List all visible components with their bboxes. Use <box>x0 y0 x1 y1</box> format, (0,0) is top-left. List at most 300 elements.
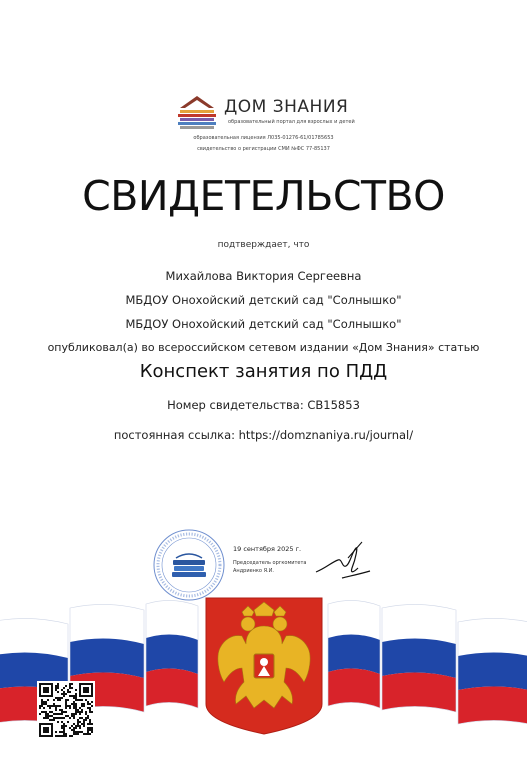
qr-module <box>49 683 51 685</box>
qr-module <box>61 721 63 723</box>
qr-module <box>61 731 63 733</box>
qr-module <box>47 689 49 691</box>
qr-module <box>75 731 77 733</box>
flag-stripe <box>458 686 527 726</box>
qr-module <box>51 731 53 733</box>
qr-module <box>77 711 79 713</box>
flag-stripe <box>328 668 380 708</box>
qr-module <box>85 689 87 691</box>
qr-module <box>43 683 45 685</box>
qr-module <box>75 707 77 709</box>
qr-module <box>79 695 81 697</box>
qr-module <box>43 695 45 697</box>
qr-module <box>87 689 89 691</box>
qr-module <box>47 699 49 701</box>
qr-module <box>81 683 83 685</box>
qr-module <box>61 727 63 729</box>
qr-module <box>51 685 53 687</box>
qr-module <box>75 695 77 697</box>
qr-module <box>89 721 91 723</box>
qr-module <box>91 687 93 689</box>
qr-module <box>75 733 77 735</box>
qr-module <box>65 701 67 703</box>
qr-module <box>63 725 65 727</box>
qr-module <box>83 705 85 707</box>
qr-module <box>55 685 57 687</box>
qr-module <box>63 691 65 693</box>
qr-module <box>85 711 87 713</box>
qr-module <box>63 729 65 731</box>
qr-module <box>73 715 75 717</box>
qr-module <box>65 685 67 687</box>
qr-module <box>69 717 71 719</box>
qr-module <box>51 705 53 707</box>
qr-module <box>71 695 73 697</box>
qr-module <box>55 689 57 691</box>
qr-module <box>39 727 41 729</box>
qr-module <box>77 719 79 721</box>
qr-module <box>59 717 61 719</box>
qr-module <box>39 735 41 737</box>
organization-line-1: МБДОУ Онохойский детский сад "Солнышко" <box>125 293 402 307</box>
qr-module <box>49 711 51 713</box>
qr-module <box>43 731 45 733</box>
qr-module <box>43 687 45 689</box>
flag-stripe <box>328 600 380 640</box>
qr-module <box>73 713 75 715</box>
qr-module <box>69 683 71 685</box>
qr-module <box>57 685 59 687</box>
qr-module <box>59 709 61 711</box>
qr-module <box>75 713 77 715</box>
qr-module <box>75 705 77 707</box>
qr-module <box>71 683 73 685</box>
qr-module <box>69 707 71 709</box>
qr-module <box>47 683 49 685</box>
qr-module <box>39 705 41 707</box>
qr-module <box>67 699 69 701</box>
qr-module <box>51 691 53 693</box>
qr-module <box>87 729 89 731</box>
qr-module <box>71 703 73 705</box>
qr-module <box>65 705 67 707</box>
qr-module <box>45 701 47 703</box>
qr-module <box>87 723 89 725</box>
signatory-role: Председатель оргкомитета <box>233 560 307 566</box>
qr-module <box>39 729 41 731</box>
qr-module <box>77 731 79 733</box>
qr-module <box>79 711 81 713</box>
flag-stripe <box>0 618 68 658</box>
qr-module <box>49 705 51 707</box>
qr-module <box>89 683 91 685</box>
qr-module <box>41 703 43 705</box>
qr-module <box>77 699 79 701</box>
qr-module <box>79 685 81 687</box>
qr-module <box>83 725 85 727</box>
flag-stripe <box>328 634 380 674</box>
qr-module <box>89 703 91 705</box>
qr-module <box>41 705 43 707</box>
qr-module <box>57 717 59 719</box>
qr-module <box>85 713 87 715</box>
qr-module <box>69 691 71 693</box>
qr-module <box>75 689 77 691</box>
qr-module <box>45 711 47 713</box>
qr-module <box>51 687 53 689</box>
qr-module <box>53 699 55 701</box>
qr-module <box>57 697 59 699</box>
qr-module <box>51 727 53 729</box>
qr-module <box>63 693 65 695</box>
qr-module <box>47 713 49 715</box>
qr-module <box>85 733 87 735</box>
qr-module <box>77 733 79 735</box>
qr-module <box>85 719 87 721</box>
qr-module <box>51 711 53 713</box>
qr-module <box>45 735 47 737</box>
qr-module <box>65 711 67 713</box>
qr-module <box>57 687 59 689</box>
qr-module <box>69 687 71 689</box>
qr-module <box>79 693 81 695</box>
qr-module <box>89 733 91 735</box>
qr-module <box>71 715 73 717</box>
qr-module <box>91 711 93 713</box>
flag-stripe <box>70 604 144 644</box>
qr-module <box>63 727 65 729</box>
qr-module <box>49 723 51 725</box>
qr-module <box>57 683 59 685</box>
qr-module <box>59 697 61 699</box>
qr-module <box>73 727 75 729</box>
qr-module <box>43 723 45 725</box>
qr-module <box>77 723 79 725</box>
qr-module <box>51 683 53 685</box>
qr-module <box>77 725 79 727</box>
qr-module <box>39 707 41 709</box>
qr-module <box>83 695 85 697</box>
qr-module <box>65 703 67 705</box>
qr-module <box>53 713 55 715</box>
double-headed-eagle-icon <box>202 596 326 736</box>
flag-stripe <box>382 604 456 644</box>
qr-module <box>75 725 77 727</box>
qr-module <box>55 697 57 699</box>
qr-module <box>61 709 63 711</box>
qr-module <box>55 713 57 715</box>
qr-module <box>41 711 43 713</box>
qr-module <box>73 723 75 725</box>
license-line: образовательная лицензия Л035-01276-61/01785653 <box>193 135 334 141</box>
qr-module <box>61 693 63 695</box>
qr-module <box>87 715 89 717</box>
qr-module <box>45 715 47 717</box>
qr-module <box>47 691 49 693</box>
qr-module <box>73 705 75 707</box>
qr-module <box>51 689 53 691</box>
qr-module <box>73 701 75 703</box>
qr-module <box>79 721 81 723</box>
qr-module <box>89 707 91 709</box>
qr-module <box>63 733 65 735</box>
certificate-title: СВИДЕТЕЛЬСТВО <box>82 172 445 220</box>
qr-module <box>89 723 91 725</box>
qr-module <box>71 713 73 715</box>
qr-module <box>45 717 47 719</box>
qr-module <box>41 683 43 685</box>
qr-module <box>51 723 53 725</box>
qr-module <box>69 705 71 707</box>
qr-module <box>71 725 73 727</box>
qr-module <box>43 703 45 705</box>
qr-module <box>69 727 71 729</box>
qr-module <box>39 695 41 697</box>
organization-line-2: МБДОУ Онохойский детский сад "Солнышко" <box>125 317 402 331</box>
qr-module <box>63 711 65 713</box>
qr-module <box>75 727 77 729</box>
registration-line: свидетельство о регистрации СМИ №ФС 77-85137 <box>197 146 330 152</box>
qr-module <box>85 683 87 685</box>
qr-module <box>53 717 55 719</box>
qr-module <box>51 733 53 735</box>
qr-module <box>89 729 91 731</box>
qr-module <box>73 707 75 709</box>
qr-module <box>81 699 83 701</box>
qr-module <box>47 723 49 725</box>
qr-module <box>41 735 43 737</box>
qr-module <box>85 687 87 689</box>
qr-module <box>67 715 69 717</box>
signature-icon <box>312 538 372 586</box>
qr-module <box>75 711 77 713</box>
qr-module <box>67 691 69 693</box>
qr-module <box>65 707 67 709</box>
qr-module <box>83 719 85 721</box>
qr-module <box>65 735 67 737</box>
qr-module <box>79 727 81 729</box>
qr-module <box>67 721 69 723</box>
qr-module <box>69 695 71 697</box>
qr-module <box>51 729 53 731</box>
qr-module <box>59 705 61 707</box>
qr-module <box>73 729 75 731</box>
qr-module <box>63 695 65 697</box>
qr-module <box>87 731 89 733</box>
qr-module <box>63 723 65 725</box>
brand-tagline: образовательный портал для взрослых и детей <box>228 119 355 125</box>
qr-module <box>83 683 85 685</box>
qr-module <box>61 735 63 737</box>
flag-stripe <box>70 638 144 678</box>
qr-module <box>53 705 55 707</box>
qr-module <box>87 707 89 709</box>
qr-module <box>63 735 65 737</box>
qr-module <box>39 723 41 725</box>
qr-module <box>87 701 89 703</box>
signatory-name: Андриенко Я.И. <box>233 568 274 574</box>
qr-module <box>85 699 87 701</box>
qr-module <box>91 729 93 731</box>
qr-module <box>43 689 45 691</box>
qr-module <box>81 723 83 725</box>
signature-date: 19 сентября 2025 г. <box>233 545 302 553</box>
qr-module <box>49 715 51 717</box>
qr-module <box>91 727 93 729</box>
qr-module <box>81 703 83 705</box>
flag-stripe <box>382 638 456 678</box>
qr-module <box>73 733 75 735</box>
flag-stripe <box>458 652 527 692</box>
qr-module <box>79 725 81 727</box>
qr-module <box>87 691 89 693</box>
article-title: Конспект занятия по ПДД <box>139 361 388 382</box>
qr-module <box>91 695 93 697</box>
qr-module <box>71 735 73 737</box>
qr-module <box>51 715 53 717</box>
qr-code-icon <box>37 681 95 739</box>
qr-module <box>91 731 93 733</box>
qr-module <box>51 693 53 695</box>
qr-module <box>73 717 75 719</box>
qr-module <box>79 707 81 709</box>
qr-module <box>47 729 49 731</box>
qr-module <box>83 691 85 693</box>
qr-module <box>87 695 89 697</box>
qr-module <box>79 713 81 715</box>
qr-module <box>63 687 65 689</box>
qr-module <box>41 723 43 725</box>
qr-module <box>47 731 49 733</box>
flag-stripe <box>458 618 527 658</box>
qr-module <box>43 707 45 709</box>
flag-stripe <box>146 634 198 674</box>
qr-module <box>45 687 47 689</box>
qr-module <box>67 705 69 707</box>
flag-stripe <box>146 600 198 640</box>
logo-house-book-icon <box>176 94 218 130</box>
qr-module <box>39 683 41 685</box>
qr-module <box>91 685 93 687</box>
qr-module <box>51 719 53 721</box>
qr-module <box>47 727 49 729</box>
qr-module <box>65 699 67 701</box>
qr-module <box>69 735 71 737</box>
qr-module <box>73 697 75 699</box>
qr-module <box>81 711 83 713</box>
qr-module <box>47 715 49 717</box>
qr-module <box>45 689 47 691</box>
qr-module <box>39 731 41 733</box>
qr-module <box>51 725 53 727</box>
qr-module <box>71 729 73 731</box>
qr-module <box>61 711 63 713</box>
qr-module <box>47 687 49 689</box>
qr-module <box>91 701 93 703</box>
qr-module <box>47 705 49 707</box>
qr-module <box>91 683 93 685</box>
confirms-text: подтверждает, что <box>217 240 310 250</box>
qr-module <box>45 729 47 731</box>
qr-module <box>87 727 89 729</box>
qr-module <box>89 727 91 729</box>
qr-module <box>41 699 43 701</box>
qr-module <box>79 683 81 685</box>
qr-module <box>81 731 83 733</box>
qr-module <box>43 727 45 729</box>
qr-module <box>49 707 51 709</box>
qr-module <box>45 727 47 729</box>
qr-module <box>61 717 63 719</box>
qr-module <box>57 721 59 723</box>
qr-module <box>65 715 67 717</box>
qr-module <box>81 705 83 707</box>
brand-name: ДОМ ЗНАНИЯ <box>224 97 349 117</box>
qr-module <box>79 689 81 691</box>
published-statement: опубликовал(а) во всероссийском сетевом издании «Дом Знания» статью <box>47 341 480 354</box>
qr-module <box>43 729 45 731</box>
qr-module <box>77 709 79 711</box>
qr-module <box>51 735 53 737</box>
qr-module <box>55 735 57 737</box>
qr-module <box>39 685 41 687</box>
qr-module <box>43 735 45 737</box>
qr-module <box>61 725 63 727</box>
qr-module <box>45 691 47 693</box>
qr-module <box>87 733 89 735</box>
qr-module <box>89 709 91 711</box>
qr-module <box>65 733 67 735</box>
qr-module <box>39 693 41 695</box>
qr-module <box>65 725 67 727</box>
qr-module <box>45 731 47 733</box>
qr-module <box>61 689 63 691</box>
qr-module <box>85 691 87 693</box>
qr-module <box>77 721 79 723</box>
qr-module <box>49 735 51 737</box>
qr-module <box>39 689 41 691</box>
qr-module <box>75 703 77 705</box>
qr-module <box>39 725 41 727</box>
qr-module <box>65 693 67 695</box>
qr-module <box>83 723 85 725</box>
qr-module <box>53 719 55 721</box>
qr-module <box>63 731 65 733</box>
qr-module <box>89 695 91 697</box>
qr-module <box>75 697 77 699</box>
qr-module <box>73 703 75 705</box>
qr-module <box>41 701 43 703</box>
qr-module <box>83 687 85 689</box>
qr-module <box>59 699 61 701</box>
qr-module <box>69 685 71 687</box>
qr-module <box>47 695 49 697</box>
recipient-name: Михайлова Виктория Сергеевна <box>165 269 362 283</box>
qr-module <box>43 691 45 693</box>
qr-module <box>41 695 43 697</box>
qr-module <box>45 723 47 725</box>
qr-module <box>57 699 59 701</box>
qr-module <box>61 713 63 715</box>
qr-module <box>63 717 65 719</box>
qr-module <box>91 691 93 693</box>
qr-module <box>85 717 87 719</box>
qr-module <box>83 689 85 691</box>
qr-module <box>55 731 57 733</box>
qr-module <box>57 713 59 715</box>
qr-module <box>55 709 57 711</box>
qr-module <box>43 717 45 719</box>
